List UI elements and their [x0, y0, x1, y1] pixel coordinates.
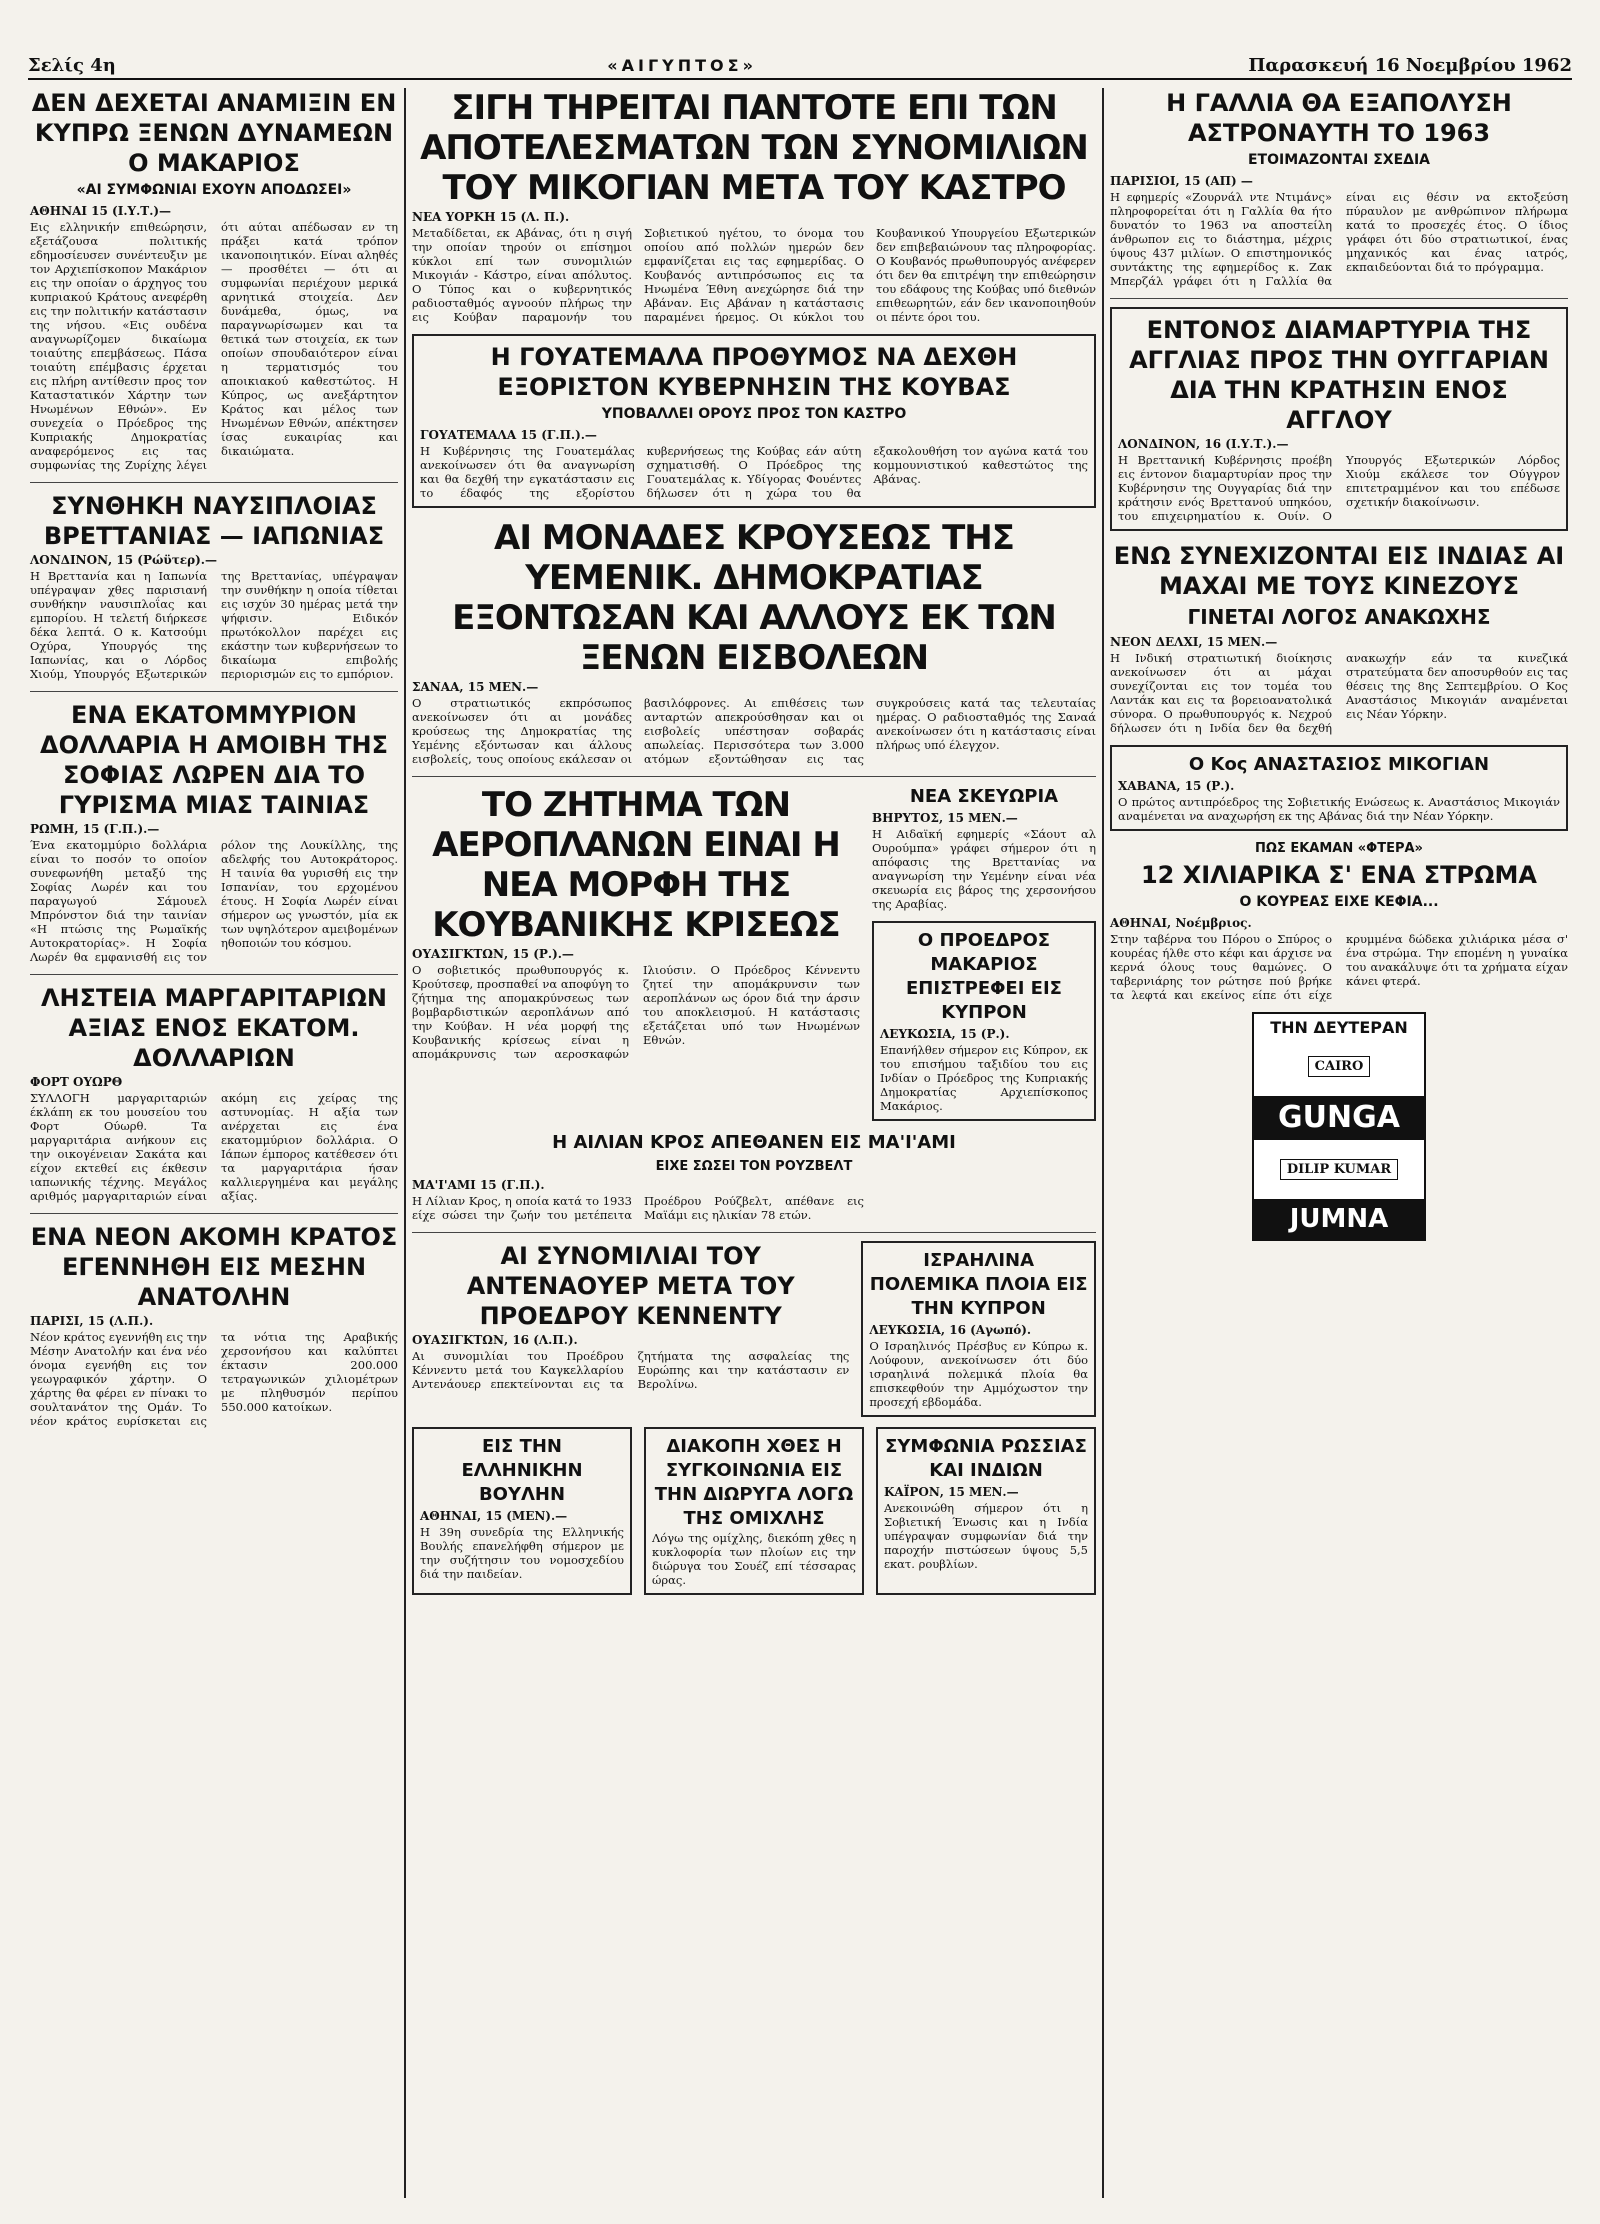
dateline: ΓΟΥΑΤΕΜΑΛΑ 15 (Γ.Π.).— [420, 428, 597, 442]
dateline: ΟΥΑΣΙΓΚΤΩΝ, 15 (Ρ.).— [412, 947, 574, 961]
article-new-state [30, 1222, 398, 1428]
article-new-plot [872, 785, 1096, 911]
headline: ΕΝΑ ΝΕΟΝ ΑΚΟΜΗ ΚΡΑΤΟΣ ΕΓΕΝΝΗΘΗ ΕΙΣ ΜΕΣΗΝ ΑΝΑΤΟΛΗΝ [30, 1223, 398, 1311]
headline: 12 ΧΙΛΙΑΡΙΚΑ Σ' ΕΝΑ ΣΤΡΩΜΑ [1140, 861, 1538, 889]
row-adenauer [412, 1241, 1096, 1427]
column-center [412, 88, 1096, 1605]
article-body: Μεταδίδεται, εκ Αβάνας, ότι η σιγή την οποίαν τηρούν οι επίσημοι κύκλοι επί των συνομιλιών Μικογιάν - Κάστρο, είναι απόλυτος. Ο Τύπος και ο κυβερνητικός ραδιοσταθμός αγνοούν πλήρως την εις Κούβαν παραμονήν του Σοβιετικού ηγέτου, το όνομα του οποίου από πολλών ημερών δεν εμφανίζεται εις τας εφημερίδας. Ο Κουβανός αντιπρόσωπος εις τα Ηνωμένα Έθνη ανεχώρησε διά την Αβάναν. Εις Αβάναν η κατάστασις παραμένει ήρεμος. Οι κύκλοι του Κουβανικού Υπουργείου Εξωτερικών δεν επιβεβαιώνουν τας πληροφορίας. Ο Κουβανός πρωθυπουργός ανέφερεν ότι δεν θα επιτρέψη την επιθεώρησιν του εδάφους της Κούβας υπό διεθνών επιθεωρητών, εάν δεν ικανοποιηθούν οι πέντε όροι του. [412, 226, 1096, 324]
article-adenauer-kennedy [412, 1241, 849, 1417]
ad-film-title-1: GUNGA [1254, 1096, 1424, 1140]
subheadline: ΕΤΟΙΜΑΖΟΝΤΑΙ ΣΧΕΔΙΑ [1247, 152, 1431, 168]
dateline: ΛΟΝΔΙΝΟΝ, 15 (Ρώϋτερ).— [30, 553, 217, 567]
headline: ΕΝΩ ΣΥΝΕΧΙΖΟΝΤΑΙ ΕΙΣ ΙΝΔΙΑΣ ΑΙ ΜΑΧΑΙ ΜΕ ΤΟΥΣ ΚΙΝΕΖΟΥΣ [1113, 542, 1565, 600]
dateline: ΠΑΡΙΣΙΟΙ, 15 (ΑΠ) — [1110, 174, 1253, 188]
headline: Η ΓΟΥΑΤΕΜΑΛΑ ΠΡΟΘΥΜΟΣ ΝΑ ΔΕΧΘΗ ΕΞΟΡΙΣΤΟΝ ΚΥΒΕΡΝΗΣΙΝ ΤΗΣ ΚΟΥΒΑΣ [490, 343, 1018, 401]
headline: ΕΙΣ ΤΗΝ ΕΛΛΗΝΙΚΗΝ ΒΟΥΛΗΝ [461, 1436, 583, 1505]
paper-name: «ΑΙΓΥΠΤΟΣ» [607, 55, 757, 75]
dateline: ΝΕΟΝ ΔΕΛΧΙ, 15 ΜΕΝ.— [1110, 635, 1278, 649]
dateline: ΠΑΡΙΣΙ, 15 (Λ.Π.). [30, 1314, 154, 1328]
column-left [30, 88, 398, 1438]
article-pearl-theft [30, 983, 398, 1203]
dateline: ΧΑΒΑΝΑ, 15 (Ρ.). [1118, 779, 1235, 793]
headline: Η ΓΑΛΛΙΑ ΘΑ ΕΞΑΠΟΛΥΣΗ ΑΣΤΡΟΝΑΥΤΗ ΤΟ 1963 [1166, 89, 1512, 147]
dateline: ΦΟΡΤ ΟΥΩΡΘ [30, 1075, 123, 1089]
article-body: Η Ινδική στρατιωτική διοίκησις ανεκοίνωσεν ότι αι μάχαι συνεχίζονται εις τον τομέα του Λαντάκ και εις τα βορειοανατολικά σύνορα. Ο πρωθυπουργός κ. Νεχρού δήλωσεν ότι η Ινδία δεν θα δεχθή ανακωχήν εάν τα κινεζικά στρατεύματα δεν αποσυρθούν εις τας θέσεις της 8ης Σεπτεμβρίου. Ο Κος Αναστάσιος Μικογιάν αναμένεται εις Νέαν Υόρκην. [1110, 651, 1568, 735]
dateline: ΣΑΝΑΑ, 15 ΜΕΝ.— [412, 680, 539, 694]
dateline: ΡΩΜΗ, 15 (Γ.Π.).— [30, 822, 160, 836]
headline: ΙΣΡΑΗΛΙΝΑ ΠΟΛΕΜΙΚΑ ΠΛΟΙΑ ΕΙΣ ΤΗΝ ΚΥΠΡΟΝ [869, 1250, 1088, 1319]
article-body: ΣΥΛΛΟΓΗ μαργαριταριών έκλάπη εκ του μουσείου του Φορτ Ούωρθ. Τα μαργαριτάρια ανήκουν εις την οικογένειαν Σακάτα και είχον εκτεθεί εις έκθεσιν ιαπωνικής τέχνης. Μεγάλος αριθμός μαργαριταριών είναι ακόμη εις χείρας της αστυνομίας. Η αξία των ανέρχεται εις ένα εκατομμύριον δολλάρια. Ο Ιάπων έμπορος κατέθεσεν ότι τα μαργαριτάρια ήσαν καλλιεργημένα και μεγάλης αξίας. [30, 1091, 398, 1203]
cinema-advertisement [1252, 1012, 1426, 1241]
article-body: Νέον κράτος εγεννήθη εις την Μέσην Ανατολήν και ένα νέο όνομα εγενήθη εις τον γεωγραφικόν χάρτην. Ο χάρτης θα φέρει εν πίνακι το σουλτανάτον της Ομάν. Το νέον κράτος ευρίσκεται εις τα νότια της Αραβικής χερσονήσου και καλύπτει έκτασιν 200.000 τετραγωνικών χιλιομέτρων με πληθυσμόν περίπου 550.000 κατοίκων. [30, 1330, 398, 1428]
column-divider-1 [404, 88, 406, 2198]
lead-headline: ΣΙΓΗ ΤΗΡΕΙΤΑΙ ΠΑΝΤΟΤΕ ΕΠΙ ΤΩΝ ΑΠΟΤΕΛΕΣΜΑΤΩΝ ΤΩΝ ΣΥΝΟΜΙΛΙΩΝ ΤΟΥ ΜΙΚΟΓΙΑΝ ΜΕΤΑ ΤΟΥ ΚΑΣΤΡΟ [420, 88, 1088, 208]
column-right [1110, 88, 1568, 1241]
dateline: ΚΑΪΡΟΝ, 15 ΜΕΝ.— [884, 1485, 1019, 1499]
headline: Η ΑΙΛΙΑΝ ΚΡΟΣ ΑΠΕΘΑΝΕΝ ΕΙΣ ΜΑ'Ι'ΑΜΙ [552, 1132, 956, 1153]
ad-cinema-name: CAIRO [1308, 1056, 1371, 1077]
article-body: Αι συνομιλίαι του Προέδρου Κέννεντυ μετά του Καγκελλαρίου Αντενάουερ επεκτείνονται εις τα ζητήματα της ασφαλείας της Ευρώπης και την κατάστασιν εν Βερολίνω. [412, 1349, 850, 1391]
article-france-astronaut [1110, 88, 1568, 288]
kicker: ΠΩΣ ΕΚΑΜΑΝ «ΦΤΕΡΑ» [1255, 841, 1423, 856]
dateline: ΟΥΑΣΙΓΚΤΩΝ, 16 (Λ.Π.). [412, 1333, 578, 1347]
subheadline: ΓΙΝΕΤΑΙ ΛΟΓΟΣ ΑΝΑΚΩΧΗΣ [1187, 605, 1491, 629]
headline: ΕΝΤΟΝΟΣ ΔΙΑΜΑΡΤΥΡΙΑ ΤΗΣ ΑΓΓΛΙΑΣ ΠΡΟΣ ΤΗΝ ΟΥΓΓΑΡΙΑΝ ΔΙΑ ΤΗΝ ΚΡΑΤΗΣΙΝ ΕΝΟΣ ΑΓΓΛΟΥ [1129, 316, 1549, 434]
article-israeli-ships [861, 1241, 1096, 1417]
article-mikoyan-castro [412, 88, 1096, 324]
dateline: ΜΑ'Ι'ΑΜΙ 15 (Γ.Π.). [412, 1178, 545, 1192]
divider [412, 1232, 1096, 1233]
article-body: Ο στρατιωτικός εκπρόσωπος ανεκοίνωσεν ότι αι μονάδες κρούσεως της Δημοκρατίας της Υεμένης εξόντωσαν και άλλους εισβολείς, τους οποίους εκάλεσαν οι βασιλόφρονες. Αι επιθέσεις των ανταρτών απεκρούσθησαν και οι εισβολείς υπέστησαν σοβαράς απωλείας. Περισσότερα των 3.000 ατόμων εξοντώθησαν εις τας συγκρούσεις κατά τας τελευταίας ημέρας. Ο ραδιοσταθμός της Σαναά ανεκοίνωσεν ότι η κατάστασις είναι πλήρως υπό έλεγχον. [412, 696, 1096, 766]
column-divider-2 [1102, 88, 1104, 2198]
dateline: ΛΕΥΚΩΣΙΑ, 15 (Ρ.). [880, 1027, 1010, 1041]
article-body: Η εφημερίς «Ζουρνάλ ντε Ντιμάνς» πληροφορείται ότι η Γαλλία θα ήτο δυνατόν το 1963 να αποστείλη άνθρωπον εις το διάστημα, μέχρις ύψους 437 μιλίων. Ο επιστημονικός συντάκτης της εφημερίδος κ. Ζακ Μπερζάλ γράφει ότι η Γαλλία θα είναι εις θέσιν να εκτοξεύση πύραυλον με ανθρώπινον πλήρωμα κατά το προσεχές έτος. Ο ίδιος γράφει ότι δύο στρατιωτικοί, ένας μηχανικός και ένας ιατρός, εκπαιδεύονται διά το πρόγραμμα. [1110, 190, 1568, 288]
subheadline: ΥΠΟΒΑΛΛΕΙ ΟΡΟΥΣ ΠΡΟΣ ΤΟΝ ΚΑΣΤΡΟ [601, 406, 907, 422]
ad-film-title-2: JUMNA [1254, 1199, 1424, 1239]
ad-label: ΤΗΝ ΔΕΥΤΕΡΑΝ [1270, 1018, 1408, 1037]
row-planes [412, 785, 1096, 1131]
article-body: Ανεκοινώθη σήμερον ότι η Σοβιετική Ένωσις και η Ινδία υπέγραψαν συμφωνίαν διά την παροχήν πιστώσεων ύψους 5,5 εκατ. ρουβλίων. [884, 1501, 1088, 1571]
headline: ΑΙ ΜΟΝΑΔΕΣ ΚΡΟΥΣΕΩΣ ΤΗΣ ΥΕΜΕΝΙΚ. ΔΗΜΟΚΡΑΤΙΑΣ ΕΞΟΝΤΩΣΑΝ ΚΑΙ ΑΛΛΟΥΣ ΕΚ ΤΩΝ ΞΕΝΩΝ ΕΙΣΒΟΛΕΩΝ [452, 518, 1056, 678]
article-body: Εις ελληνικήν επιθεώρησιν, εξετάζουσα πολιτικής εδημοσίευσεν συνέντευξιν με τον Αρχιεπίσκοπον Μακάριον εις την οποίαν ο άρχηγος του κυπριακού Κράτους ανεφέρθη εις την πολιτικήν κατάστασιν της νήσου. «Εις ουδένα αναγνωρίζομεν δικαίωμα τοιαύτης επεμβάσεως. Πάσα τοιαύτη επέμβασις έρχεται εις πλήρη αντίθεσιν προς τον Καταστατικόν Χάρτην των Ηνωμένων Εθνών». Εν συνεχεία ο Πρόεδρος της Κυπριακής Δημοκρατίας αναφερόμενος εις τας συμφωνίας της Ζυρίχης λέγει ότι αύται απέδωσαν εν τη πράξει κατά τρόπον ικανοποιητικόν. Είναι αληθές — προσθέτει — ότι αι συμφωνίαι περιέχουν μερικά αρνητικά στοιχεία. Δεν δυνάμεθα, όμως, να παραγνωρίσωμεν και τα θετικά των στοιχεία, εκ των οποίων σπουδαιότερον είναι η τερματισμός του αποικιακού καθεστώτος. Η Κύπρος, ως ανεξάρτητον Κράτος και μέλος των Ηνωμένων Εθνών, απέκτησεν ίσας ευκαιρίας και δικαιώματα. [30, 220, 398, 472]
headline: Ο Κος ΑΝΑΣΤΑΣΙΟΣ ΜΙΚΟΓΙΑΝ [1188, 754, 1490, 775]
article-yemen [412, 518, 1096, 766]
ad-star-name: DILIP KUMAR [1280, 1159, 1398, 1180]
subheadline: Ο ΚΟΥΡΕΑΣ ΕΙΧΕ ΚΕΦΙΑ... [1239, 894, 1439, 910]
divider [30, 691, 398, 692]
article-sophia-loren [30, 700, 398, 964]
article-body: Η Βρεττανική Κυβέρνησις προέβη εις έντονον διαμαρτυρίαν προς την Κυβέρνησιν της Ουγγαρίας διά την κράτησιν ενός Βρεττανού υπηκόου, του επιχειρηματίου κ. Ουίν. Ο Υπουργός Εξωτερικών Λόρδος Χιούμ εκάλεσε τον Ούγγρον επιτετραμμένον και του επέδωσε σχετικήν διακοίνωσιν. [1118, 453, 1560, 523]
headline: ΔΕΝ ΔΕΧΕΤΑΙ ΑΝΑΜΙΞΙΝ ΕΝ ΚΥΠΡΩ ΞΕΝΩΝ ΔΥΝΑΜΕΩΝ Ο ΜΑΚΑΡΙΟΣ [31, 89, 397, 177]
headline: ΑΙ ΣΥΝΟΜΙΛΙΑΙ ΤΟΥ ΑΝΤΕΝΑΟΥΕΡ ΜΕΤΑ ΤΟΥ ΠΡΟΕΔΡΟΥ ΚΕΝΝΕΝΤΥ [466, 1242, 795, 1330]
headline: ΛΗΣΤΕΙΑ ΜΑΡΓΑΡΙΤΑΡΙΩΝ ΑΞΙΑΣ ΕΝΟΣ ΕΚΑΤΟΜ. ΔΟΛΛΑΡΙΩΝ [40, 984, 388, 1072]
headline: ΤΟ ΖΗΤΗΜΑ ΤΩΝ ΑΕΡΟΠΛΑΝΩΝ ΕΙΝΑΙ Η ΝΕΑ ΜΟΡΦΗ ΤΗΣ ΚΟΥΒΑΝΙΚΗΣ ΚΡΙΣΕΩΣ [432, 785, 840, 945]
article-guatemala [412, 334, 1096, 508]
divider [30, 974, 398, 975]
article-body: Ο σοβιετικός πρωθυπουργός κ. Κρούτσεφ, προσπαθεί να αποφύγη το ζήτημα της απομακρύνσεως των βομβαρδιστικών αεροπλάνων από την Κούβαν. Η νέα μορφή της Κουβανικής κρίσεως είναι η απομάκρυνσις των αεροσκαφών Ιλιούσιν. Ο Πρόεδρος Κέννεντυ ζητεί την απομάκρυνσιν των αεροπλάνων ως όρον διά την άρσιν του αποκλεισμού. Η κατάστασις εξετάζεται υπό των Ηνωμένων Εθνών. [412, 963, 860, 1061]
article-russia-india [876, 1427, 1096, 1595]
article-body: Στην ταβέρνα του Πόρου ο Σπύρος ο κουρέας ήλθε στο κέφι και άρχισε να κερνά όλους τους θαμώνες. Ο ταβερνιάρης τον ρώτησε πού βρήκε τα λεφτά και εκείνος είπε ότι είχε κρυμμένα δώδεκα χιλιάρικα μέσα σ' ένα στρώμα. Την επομένη η γυναίκα του ανακάλυψε ότι τα χρήματα είχαν κάνει φτερά. [1110, 932, 1568, 1002]
divider [30, 482, 398, 483]
dateline: ΒΗΡΥΤΟΣ, 15 ΜΕΝ.— [872, 811, 1018, 825]
dateline: ΛΕΥΚΩΣΙΑ, 16 (Αγωπό). [869, 1323, 1032, 1337]
divider [412, 776, 1096, 777]
page-number: Σελίς 4η [28, 54, 116, 76]
headline: ΝΕΑ ΣΚΕΥΩΡΙΑ [909, 786, 1059, 807]
headline: ΣΥΜΦΩΝΙΑ ΡΩΣΣΙΑΣ ΚΑΙ ΙΝΔΙΩΝ [885, 1436, 1087, 1481]
masthead [28, 52, 1572, 80]
article-hungary-protest [1110, 307, 1568, 531]
article-airplanes [412, 785, 860, 1121]
article-body: Ένα εκατομμύριο δολλάρια είναι το ποσόν το οποίον συνεφωνήθη μεταξύ της Σοφίας Λωρέν και του παραγωγού Σάμουελ Μπρόνστον διά την ταινίαν «Η πτώσις της Ρωμαϊκής Αυτοκρατορίας». Η Σοφία Λωρέν θα εμφανισθή εις τον ρόλον της Λουκίλλης, της αδελφής του Αυτοκράτορος. Η ταινία θα γυρισθή εις την Ισπανίαν, του ερχομένου έτους. Η Σοφία Λωρέν είναι σήμερον ως γνωστόν, μία εκ των υψηλότερον αμειβομένων ηθοποιών του κόσμου. [30, 838, 398, 964]
issue-date: Παρασκευή 16 Νοεμβρίου 1962 [1248, 54, 1572, 76]
article-body: Η Βρεττανία και η Ιαπωνία υπέγραψαν χθες παρισιανή συνθήκην ναυσιπλοΐας και εμπορίου. Η τελετή διήρκεσε δέκα λεπτά. Ο κ. Κατσούμι Οχύρα, Υπουργός της Ιαπωνίας, και ο Λόρδος Χιούμ, Υπουργός Εξωτερικών της Βρεττανίας, υπέγραψαν την συνθήκην η οποία τίθεται εις ισχύν 30 ημέρας μετά την ψήφισιν. Ειδικόν πρωτόκολλον παρέχει εις εκάστην των κυβερνήσεων το δικαίωμα επιβολής περιορισμών εις το εμπόριον. [30, 569, 398, 681]
dateline: ΑΘΗΝΑΙ 15 (Ι.Υ.Τ.)— [30, 204, 172, 218]
side-stack [872, 785, 1096, 1131]
dateline: ΛΟΝΔΙΝΟΝ, 16 (Ι.Υ.Τ.).— [1118, 437, 1289, 451]
headline: ΔΙΑΚΟΠΗ ΧΘΕΣ Η ΣΥΓΚΟΙΝΩΝΙΑ ΕΙΣ ΤΗΝ ΔΙΩΡΥΓΑ ΛΟΓΩ ΤΗΣ ΟΜΙΧΛΗΣ [654, 1436, 854, 1529]
headline: ΣΥΝΘΗΚΗ ΝΑΥΣΙΠΛΟΙΑΣ ΒΡΕΤΤΑΝΙΑΣ — ΙΑΠΩΝΙΑΣ [43, 492, 385, 550]
row-bottom [412, 1427, 1096, 1605]
headline: ΕΝΑ ΕΚΑΤΟΜΜΥΡΙΟΝ ΔΟΛΛΑΡΙΑ Η ΑΜΟΙΒΗ ΤΗΣ ΣΟΦΙΑΣ ΛΩΡΕΝ ΔΙΑ ΤΟ ΓΥΡΙΣΜΑ ΜΙΑΣ ΤΑΙΝΙΑΣ [40, 701, 388, 819]
article-body: Η Αιδαϊκή εφημερίς «Σάουτ αλ Ουρούμπα» γράφει σήμερον ότι η απόφασις της Βρεττανίας να αναγνωρίση την Υεμένην είναι νέα σκευωρία εις βάρος της χερσονήσου της Αραβίας. [872, 827, 1096, 911]
dateline: ΑΘΗΝΑΙ, Νοέμβριος. [1110, 916, 1252, 930]
divider [1110, 298, 1568, 299]
dateline: ΑΘΗΝΑΙ, 15 (ΜΕΝ).— [420, 1509, 568, 1523]
article-lillian-cross [412, 1131, 1096, 1222]
headline: Ο ΠΡΟΕΔΡΟΣ ΜΑΚΑΡΙΟΣ ΕΠΙΣΤΡΕΦΕΙ ΕΙΣ ΚΥΠΡΟΝ [906, 930, 1062, 1023]
article-body: Η 39η συνεδρία της Ελληνικής Βουλής επανελήφθη σήμερον με την συζήτησιν του νομοσχεδίου διά την παιδείαν. [420, 1525, 624, 1581]
article-mikoyan [1110, 745, 1568, 831]
subheadline: «ΑΙ ΣΥΜΦΩΝΙΑΙ ΕΧΟΥΝ ΑΠΟΔΩΣΕΙ» [76, 182, 352, 198]
article-body: Επανήλθεν σήμερον εις Κύπρον, εκ του επισήμου ταξιδίου του εις Ινδίαν ο Πρόεδρος της Κυπριακής Δημοκρατίας Αρχιεπίσκοπος Μακάριος. [880, 1043, 1088, 1113]
article-shipping-treaty [30, 491, 398, 681]
article-makarios-returns [872, 921, 1096, 1121]
article-greek-parliament [412, 1427, 632, 1595]
article-body: Ο πρώτος αντιπρόεδρος της Σοβιετικής Ενώσεως κ. Αναστάσιος Μικογιάν αναμένεται να αναχωρήση εκ της Αβάνας διά την Νέαν Υόρκην. [1118, 795, 1560, 823]
article-barber-money [1110, 841, 1568, 1002]
article-body: Η Λίλιαν Κρος, η οποία κατά το 1933 είχε σώσει την ζωήν του μετέπειτα Προέδρου Ρούζβελτ, απέθανε εις Μαϊάμι εις ηλικίαν 78 ετών. [412, 1194, 864, 1222]
article-makarios-foreign-forces [30, 88, 398, 472]
divider [30, 1213, 398, 1214]
article-body: Ο Ισραηλινός Πρέσβυς εν Κύπρω κ. Λούφουν, ανεκοίνωσεν ότι δύο ισραηλινά πολεμικά πλοία θα επισκεφθούν την Αμμόχωστον την προσεχή εβδομάδα. [869, 1339, 1088, 1409]
article-body: Η Κυβέρνησις της Γουατεμάλας ανεκοίνωσεν ότι θα αναγνωρίση και θα δεχθή την εγκατάστασιν εις το έδαφός της εξορίστου κυβερνήσεως της Κούβας εάν αύτη σχηματισθή. Ο Πρόεδρος της Γουατεμάλας κ. Υδίγορας Φουέντες δήλωσεν ότι η χώρα του θα εξακολουθήση τον αγώνα κατά του κομμουνιστικού καθεστώτος της Αβάνας. [420, 444, 1088, 500]
article-canal-fog [644, 1427, 864, 1595]
article-india-china [1110, 541, 1568, 735]
article-body: Λόγω της ομίχλης, διεκόπη χθες η κυκλοφορία των πλοίων εις την διώρυγα του Σουέζ επί τέσσαρας ώρας. [652, 1531, 856, 1587]
dateline: ΝΕΑ ΥΟΡΚΗ 15 (Λ. Π.). [412, 210, 570, 224]
subheadline: ΕΙΧΕ ΣΩΣΕΙ ΤΟΝ ΡΟΥΖΒΕΛΤ [655, 1159, 853, 1174]
